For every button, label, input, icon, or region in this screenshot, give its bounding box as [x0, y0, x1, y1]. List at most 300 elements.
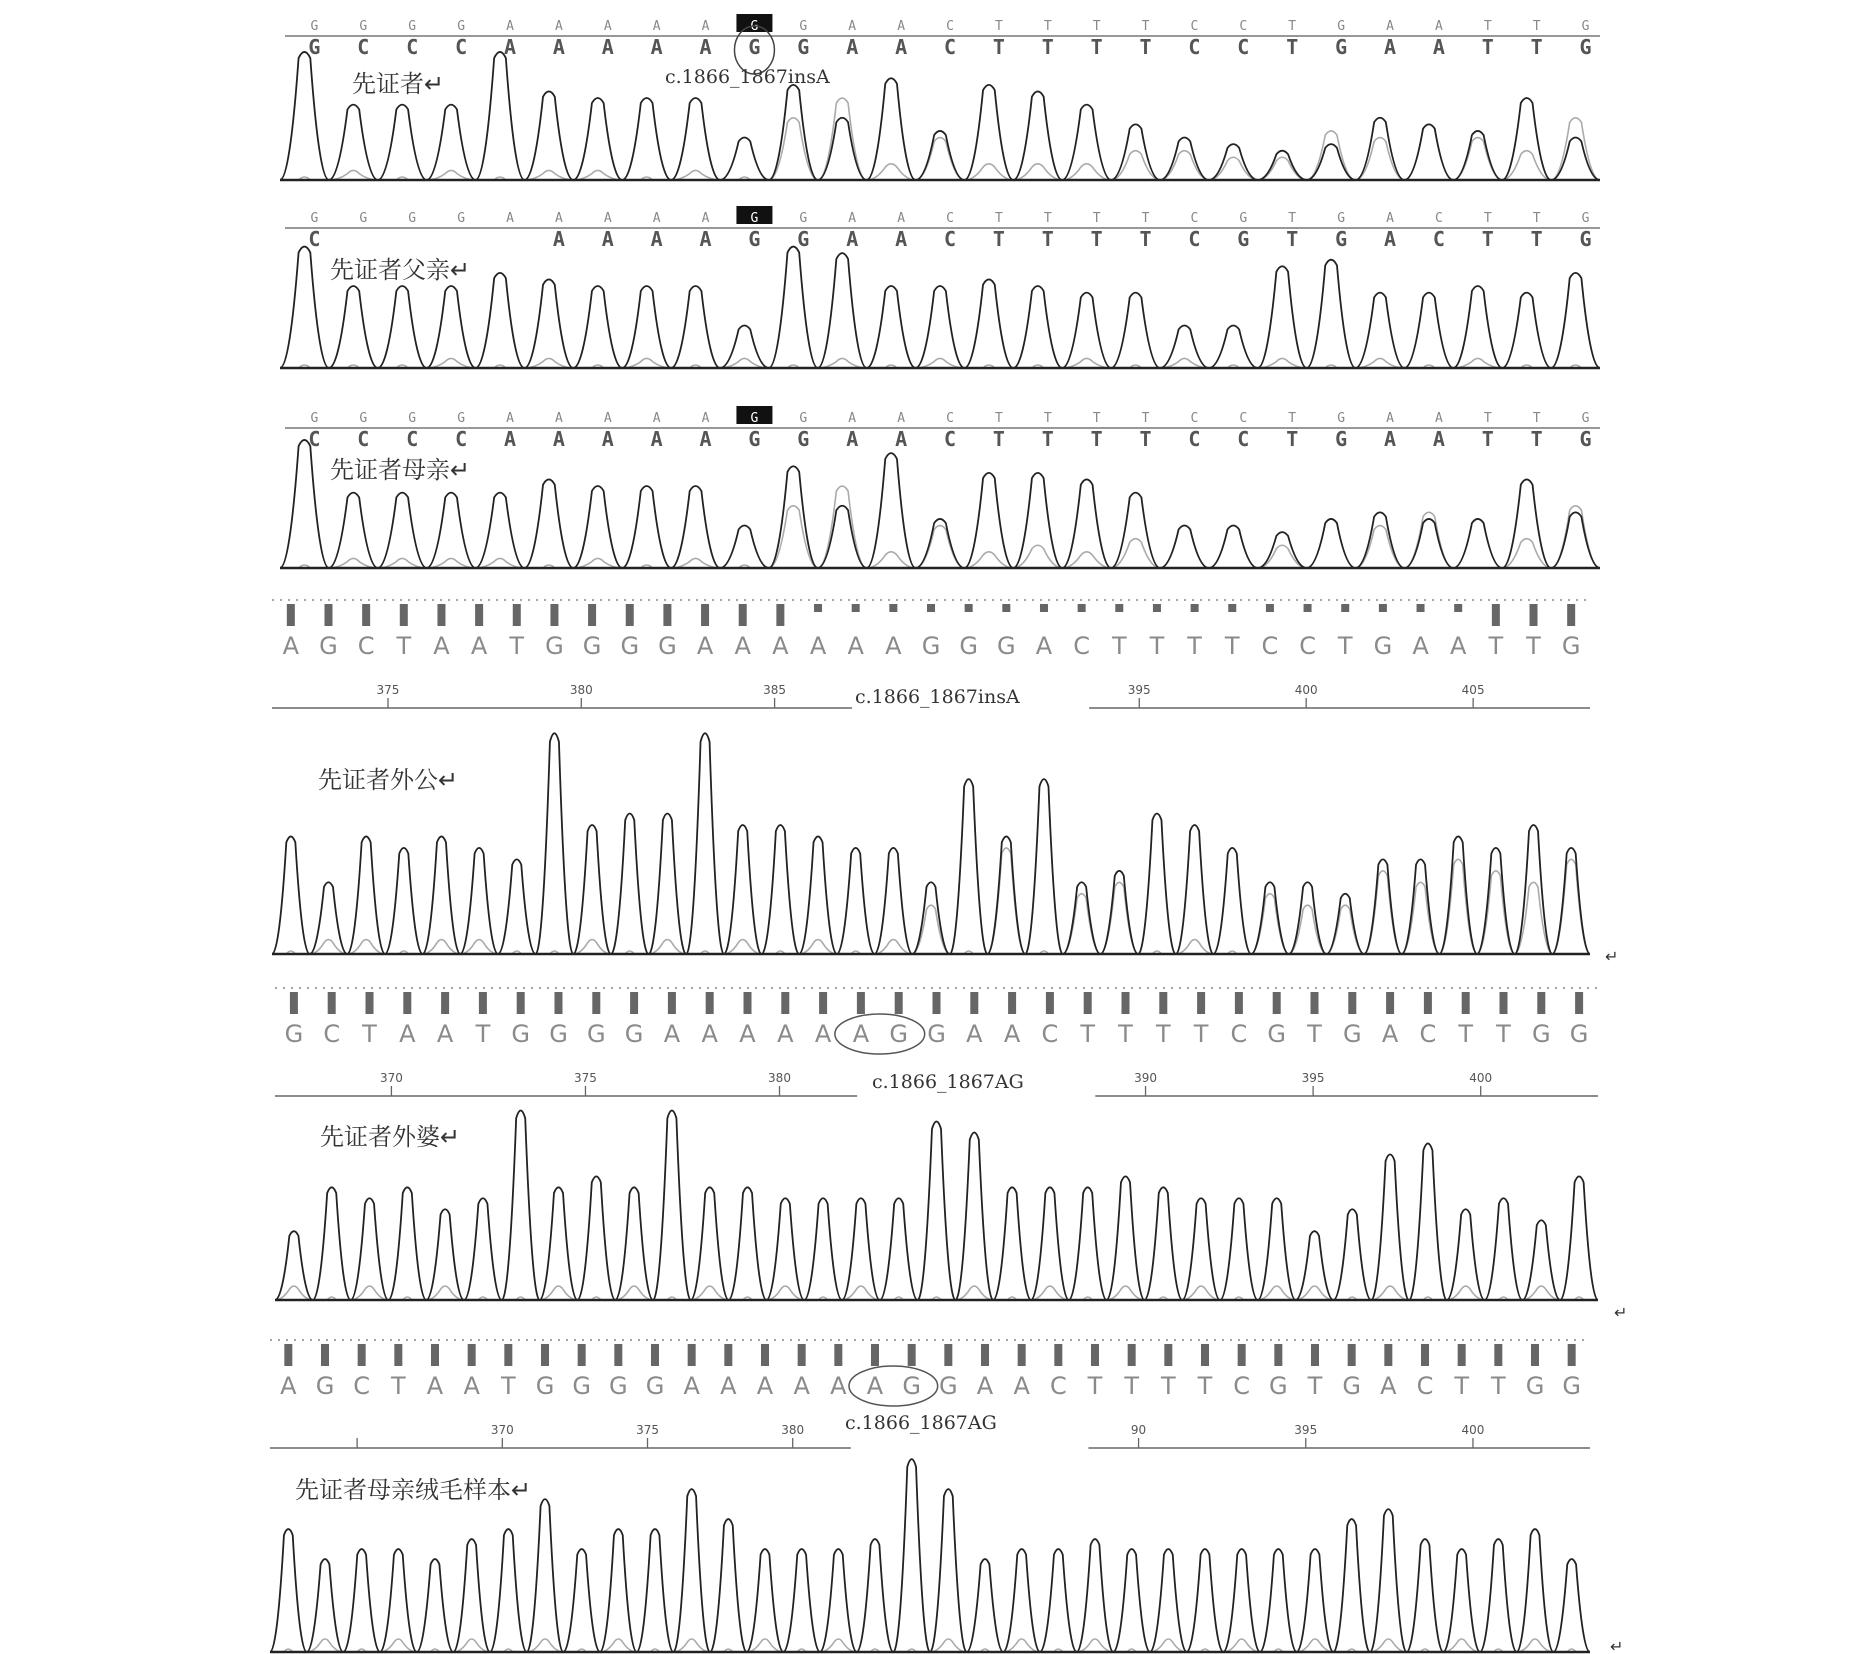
quality-bar [1348, 992, 1356, 1014]
ruler-tick-label: 380 [781, 1423, 805, 1437]
top-base: G [310, 411, 319, 426]
base-call: T [1124, 1372, 1140, 1400]
top-base: A [1386, 211, 1394, 226]
quality-bar [1311, 1344, 1319, 1366]
base-call: C [1416, 1372, 1434, 1400]
base-call: C [1073, 632, 1091, 660]
base-call: G [927, 1020, 946, 1048]
top-base: G [1337, 211, 1346, 226]
quality-bar [852, 604, 860, 612]
return-mark-1: ↵ [1605, 947, 1619, 966]
base-call: A [814, 1020, 832, 1048]
top-base: A [603, 411, 612, 426]
bottom-base: G [1335, 35, 1348, 59]
base-call: A [720, 1372, 737, 1400]
mutation-circle [849, 1366, 938, 1406]
base-call: A [701, 1020, 718, 1048]
base-call: T [1454, 1372, 1470, 1400]
quality-bar [814, 604, 822, 612]
quality-bar [895, 992, 903, 1014]
trace-secondary [275, 1286, 1598, 1300]
top-base: T [1288, 411, 1297, 426]
bottom-base: A [846, 427, 859, 451]
base-call: A [739, 1020, 756, 1048]
base-call: C [1041, 1020, 1059, 1048]
top-base: T [1483, 19, 1492, 34]
base-call: T [1458, 1020, 1474, 1048]
base-call: A [809, 632, 827, 660]
bottom-base: C [308, 427, 321, 451]
bottom-base: T [1481, 35, 1494, 59]
quality-bar [1379, 604, 1387, 612]
quality-bar [358, 1344, 366, 1366]
top-base: G [799, 411, 808, 426]
quality-bar [550, 604, 558, 626]
quality-bar [1078, 604, 1086, 612]
base-call: A [966, 1020, 983, 1048]
top-base: T [1092, 411, 1101, 426]
top-base: T [1532, 19, 1541, 34]
top-base: C [946, 19, 954, 34]
quality-bar [1537, 992, 1545, 1014]
quality-bar [1494, 1344, 1502, 1366]
base-call: T [1337, 632, 1353, 660]
base-call: G [319, 632, 338, 660]
base-call: C [1419, 1020, 1437, 1048]
quality-bar [981, 1344, 989, 1366]
top-base: A [652, 19, 661, 34]
quality-bar [668, 992, 676, 1014]
quality-bar [504, 1344, 512, 1366]
ruler-tick-label: 90 [1130, 1423, 1147, 1437]
top-base: G [1581, 211, 1590, 226]
quality-bar [324, 604, 332, 626]
base-call: G [1561, 632, 1581, 660]
top-base: T [1483, 211, 1492, 226]
trace-secondary [280, 486, 1600, 568]
quality-bar [1201, 1344, 1209, 1366]
trace-secondary [280, 98, 1600, 180]
top-base: A [1386, 411, 1394, 426]
top-base: A [848, 211, 857, 226]
quality-bar [933, 992, 941, 1014]
top-base: T [994, 19, 1003, 34]
base-call: C [1049, 1372, 1067, 1400]
quality-bar [588, 604, 596, 626]
base-call: G [620, 632, 640, 660]
quality-bar [761, 1344, 769, 1366]
quality-bar [287, 604, 295, 626]
base-call: A [1449, 632, 1467, 660]
top-base: G [799, 19, 808, 34]
base-call: C [1230, 1020, 1248, 1048]
top-base: T [1141, 19, 1150, 34]
sample-label: 先证者母亲↵ [330, 456, 471, 484]
base-call: A [793, 1372, 810, 1400]
bottom-base: T [1530, 227, 1543, 251]
bottom-base: C [406, 427, 419, 451]
top-base: G [408, 19, 417, 34]
quality-bar [706, 992, 714, 1014]
quality-bar [1046, 992, 1054, 1014]
quality-bar [468, 1344, 476, 1366]
top-base: G [799, 211, 808, 226]
top-base: T [1141, 211, 1150, 226]
base-call: A [830, 1372, 847, 1400]
quality-bar [744, 992, 752, 1014]
base-call: G [284, 1020, 304, 1048]
base-call: G [921, 632, 941, 660]
quality-bar [965, 604, 973, 612]
trace-secondary [272, 848, 1590, 954]
base-call: T [1488, 632, 1504, 660]
base-call: T [1187, 632, 1202, 660]
base-call: T [390, 1372, 406, 1400]
ruler-tick-label: 375 [636, 1423, 659, 1437]
bottom-base: T [1041, 227, 1054, 251]
top-base: A [554, 211, 563, 226]
bottom-base: A [699, 35, 712, 59]
bottom-base: A [601, 427, 614, 451]
quality-bar [776, 604, 784, 626]
quality-bar [1191, 604, 1199, 612]
quality-bar [362, 604, 370, 626]
top-base: T [1043, 211, 1052, 226]
quality-bar [688, 1344, 696, 1366]
bottom-base: A [699, 427, 712, 451]
top-base: T [1532, 411, 1541, 426]
quality-bar [555, 992, 563, 1014]
panel-6 [270, 1340, 1590, 1652]
bottom-base: T [1139, 227, 1152, 251]
quality-bar [366, 992, 374, 1014]
quality-bar [437, 604, 445, 626]
bottom-base: C [406, 35, 419, 59]
top-base: A [848, 19, 857, 34]
base-call: A [683, 1372, 700, 1400]
top-base: G [1581, 411, 1590, 426]
ruler-tick-label: 405 [1461, 683, 1485, 697]
bottom-base: A [650, 427, 663, 451]
base-call: A [436, 1020, 454, 1048]
top-base: A [554, 411, 563, 426]
quality-bar [513, 604, 521, 626]
base-call: G [1373, 632, 1393, 660]
panel-4 [272, 600, 1590, 954]
top-base: C [1239, 19, 1248, 34]
base-call: T [1496, 1020, 1511, 1048]
top-base: G [408, 211, 417, 226]
quality-bar [1311, 992, 1319, 1014]
bottom-base: A [1383, 35, 1397, 59]
bottom-base: T [1286, 35, 1299, 59]
base-call: A [433, 632, 450, 660]
base-call: C [323, 1020, 341, 1048]
base-call: A [282, 632, 300, 660]
bottom-base: G [797, 35, 810, 59]
bottom-base: A [601, 35, 614, 59]
bottom-base: A [846, 35, 859, 59]
panel-5 [275, 988, 1598, 1300]
ruler-tick-label: 400 [1461, 1423, 1485, 1437]
sample-label: 先证者↵ [352, 70, 445, 98]
bottom-base: C [1188, 35, 1201, 59]
quality-bar [663, 604, 671, 626]
base-call: T [1224, 632, 1240, 660]
bottom-base: T [1041, 427, 1054, 451]
variant-annotation: c.1866_1867AG [845, 1412, 997, 1434]
bottom-base: C [1237, 427, 1250, 451]
quality-bar [651, 1344, 659, 1366]
quality-bar [944, 1344, 952, 1366]
sample-label: 先证者外公↵ [318, 766, 459, 794]
quality-bar [1040, 604, 1048, 612]
quality-bar [1417, 604, 1425, 612]
bottom-base: A [552, 35, 565, 59]
quality-bar [781, 992, 789, 1014]
quality-bar [1492, 604, 1500, 626]
quality-bar [1341, 604, 1349, 612]
top-base: G [310, 211, 319, 226]
base-call: T [1307, 1020, 1322, 1048]
bottom-base: A [552, 227, 565, 251]
quality-bar [798, 1344, 806, 1366]
base-call: G [1267, 1020, 1287, 1048]
base-call: A [847, 632, 864, 660]
bottom-base: T [992, 35, 1005, 59]
top-base: G [1581, 19, 1590, 34]
base-call: G [1569, 1020, 1589, 1048]
quality-bar [1348, 1344, 1356, 1366]
quality-bar [889, 604, 897, 612]
top-base: T [1532, 211, 1541, 226]
quality-bar [1122, 992, 1130, 1014]
ruler-tick-label: 380 [768, 1071, 791, 1085]
base-call: C [357, 632, 375, 660]
bottom-base: C [1188, 427, 1201, 451]
quality-bar [1128, 1344, 1136, 1366]
base-call: C [1261, 632, 1279, 660]
top-base: T [994, 411, 1003, 426]
base-call: A [756, 1372, 774, 1400]
bottom-base: T [1286, 427, 1299, 451]
base-call: T [1111, 632, 1127, 660]
ruler-tick-label: 370 [490, 1423, 514, 1437]
base-call: C [353, 1372, 371, 1400]
base-call: G [511, 1020, 531, 1048]
bottom-base: G [1237, 227, 1250, 251]
panels-layer [270, 14, 1600, 1652]
quality-bar [1462, 992, 1470, 1014]
top-base: G [310, 19, 319, 34]
top-base: G [1239, 211, 1248, 226]
bottom-base: C [943, 35, 957, 59]
quality-bar [1454, 604, 1462, 612]
ruler-tick-label: 400 [1294, 683, 1318, 697]
quality-bar [871, 1344, 879, 1366]
base-call: A [470, 632, 488, 660]
bottom-base: C [1237, 35, 1250, 59]
base-call: T [1118, 1020, 1133, 1048]
bottom-base: A [1432, 35, 1445, 59]
quality-bar [724, 1344, 732, 1366]
ruler-tick-label: 390 [1134, 1071, 1157, 1085]
base-call: G [549, 1020, 568, 1048]
quality-bar [1091, 1344, 1099, 1366]
quality-bar [1273, 992, 1281, 1014]
top-base: C [1190, 411, 1199, 426]
base-call: C [1299, 632, 1316, 660]
ruler-tick-label: 395 [1127, 683, 1151, 697]
quality-bar [1567, 604, 1575, 626]
quality-bar [1575, 992, 1583, 1014]
base-call: A [1381, 1020, 1399, 1048]
base-call: G [1342, 1372, 1361, 1400]
base-call: A [866, 1372, 884, 1400]
sample-label: 先证者母亲绒毛样本↵ [295, 1476, 532, 1504]
quality-bar [1304, 604, 1312, 612]
base-call: G [315, 1372, 335, 1400]
top-base: A [603, 211, 612, 226]
bottom-base: T [1041, 35, 1054, 59]
bottom-base: C [1432, 227, 1445, 251]
base-call: T [1307, 1372, 1323, 1400]
bottom-base: G [1335, 227, 1348, 251]
bottom-base: A [895, 227, 908, 251]
base-call: A [772, 632, 789, 660]
top-base: G [457, 19, 466, 34]
bottom-base: T [1530, 427, 1543, 451]
ruler-tick-label: 395 [1294, 1423, 1318, 1437]
bottom-base: A [1432, 427, 1445, 451]
top-base: T [1141, 411, 1150, 426]
base-call: A [777, 1020, 794, 1048]
quality-bar [400, 604, 408, 626]
base-call: T [1197, 1372, 1213, 1400]
base-call: T [396, 632, 412, 660]
top-base: T [1483, 411, 1492, 426]
bottom-base: C [1188, 227, 1201, 251]
quality-bar [541, 1344, 549, 1366]
top-base: A [506, 411, 514, 426]
quality-bar [321, 1344, 329, 1366]
top-base: G [1337, 19, 1346, 34]
quality-bar [857, 992, 865, 1014]
trace-primary [272, 733, 1590, 954]
top-base: A [701, 19, 710, 34]
quality-bar [1266, 604, 1274, 612]
variant-annotation: c.1866_1867insA [855, 686, 1020, 708]
trace-primary [275, 1111, 1598, 1300]
ruler-tick-label: 385 [763, 683, 787, 697]
bottom-base: A [601, 227, 614, 251]
top-base: A [652, 211, 661, 226]
top-base: A [701, 411, 710, 426]
bottom-base: G [797, 427, 810, 451]
ruler-tick-label: 375 [376, 683, 400, 697]
base-call: G [582, 632, 602, 660]
bottom-base: A [1383, 427, 1397, 451]
quality-bar [592, 992, 600, 1014]
quality-bar [1235, 992, 1243, 1014]
trace-primary [280, 247, 1600, 368]
top-base: G [408, 411, 417, 426]
top-base: A [848, 411, 857, 426]
base-call: A [1003, 1020, 1021, 1048]
trace-primary [280, 52, 1600, 180]
bottom-base: T [1481, 227, 1494, 251]
bottom-base: T [1139, 427, 1152, 451]
top-base: G [750, 19, 759, 34]
top-base: T [994, 211, 1003, 226]
quality-bar [1002, 604, 1010, 612]
quality-bar [403, 992, 411, 1014]
top-base: T [1043, 19, 1052, 34]
quality-bar [614, 1344, 622, 1366]
base-call: G [1342, 1020, 1362, 1048]
top-base: T [1288, 211, 1297, 226]
bottom-base: T [1139, 35, 1152, 59]
quality-bar [1008, 992, 1016, 1014]
bottom-base: T [1090, 35, 1103, 59]
bottom-base: C [357, 35, 370, 59]
quality-bar [441, 992, 449, 1014]
base-call: G [609, 1372, 628, 1400]
quality-bar [1421, 1344, 1429, 1366]
bottom-base: G [1579, 227, 1592, 251]
quality-bar [328, 992, 336, 1014]
bottom-base: T [1286, 227, 1299, 251]
top-base: T [1092, 211, 1101, 226]
sample-label: 先证者外婆↵ [320, 1123, 461, 1151]
quality-bar [578, 1344, 586, 1366]
base-call: A [1380, 1372, 1397, 1400]
base-call: A [734, 632, 751, 660]
top-base: A [554, 19, 563, 34]
quality-bar [1084, 992, 1092, 1014]
quality-bar [927, 604, 935, 612]
quality-bar [739, 604, 747, 626]
quality-bar [290, 992, 298, 1014]
return-mark-3: ↵ [1610, 1637, 1624, 1654]
bottom-base: G [797, 227, 810, 251]
base-call: A [885, 632, 902, 660]
base-call: A [1412, 632, 1429, 660]
base-call: G [658, 632, 677, 660]
bottom-base: C [455, 35, 468, 59]
top-base: A [652, 411, 661, 426]
base-call: T [509, 632, 525, 660]
top-base: A [603, 19, 612, 34]
bottom-base: G [1579, 35, 1592, 59]
base-call: T [1087, 1372, 1103, 1400]
quality-bar [1384, 1344, 1392, 1366]
bottom-base: G [1579, 427, 1592, 451]
bottom-base: T [992, 427, 1005, 451]
top-base: A [701, 211, 710, 226]
base-call: G [939, 1372, 958, 1400]
quality-bar [1153, 604, 1161, 612]
top-base: G [359, 19, 368, 34]
top-base: G [750, 411, 759, 426]
quality-bar [834, 1344, 842, 1366]
quality-bar [701, 604, 709, 626]
top-base: C [1239, 411, 1248, 426]
ruler-tick-label: 375 [574, 1071, 597, 1085]
base-call: T [362, 1020, 377, 1048]
ruler-tick-label: 370 [379, 1071, 403, 1085]
bottom-base: G [748, 35, 761, 59]
